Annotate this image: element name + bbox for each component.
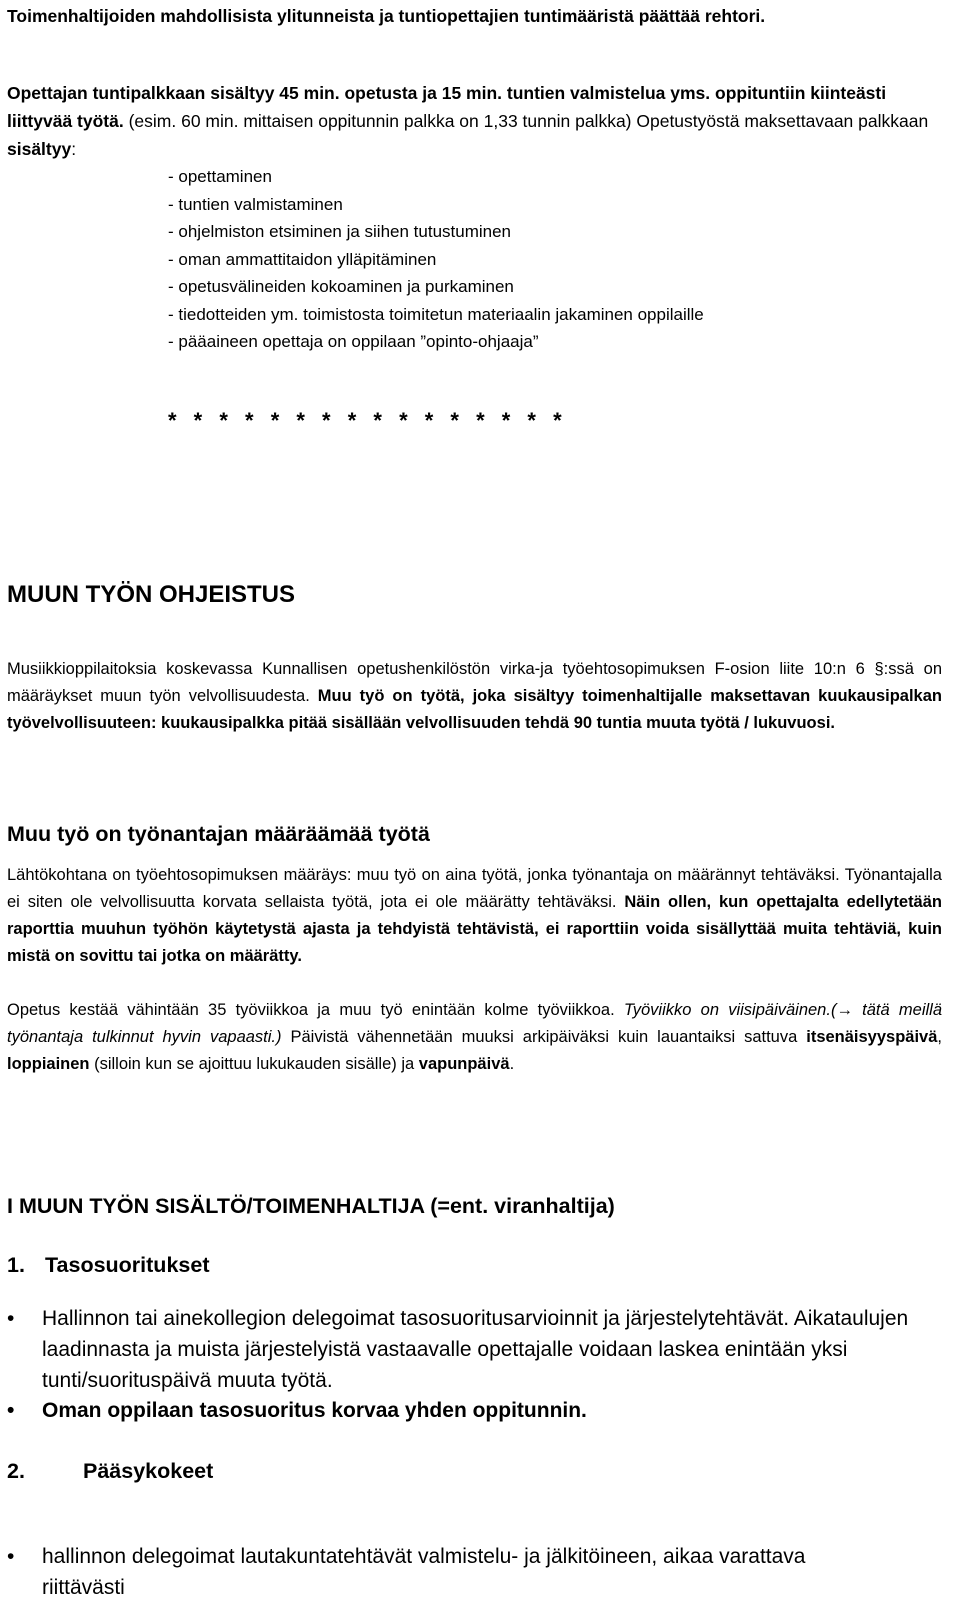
heading-title: Pääsykokeet [83, 1459, 214, 1483]
list-item: - opettaminen [168, 167, 272, 186]
intro-bold-text: Opettajan tuntipalkkaan sisältyy 45 min. opetusta ja 15 min. tuntien valmistelua yms. oppituntiin kiinteästi liittyvää työtä. [7, 83, 887, 131]
intro-text-1: Toimenhaltijoiden mahdollisista ylitunneista ja tuntiopettajien tuntimääristä päättää rehtori. [7, 6, 766, 26]
list-item: - ohjelmiston etsiminen ja siihen tutustuminen [168, 222, 512, 241]
asterisk-separator: * * * * * * * * * * * * * * * * [168, 408, 563, 433]
section2-text: Lähtökohtana on työehtosopimuksen määräys: muu työ on aina työtä, jonka työnantaja on määrännyt tehtäväksi. Työnantajalla ei siten ole velvollisuutta korvata sellaista työtä, jota ei ole määrätty tehtäväksi. [7, 866, 942, 911]
section2-text-f: . [509, 1055, 515, 1073]
holiday-independence-day: itsenäisyyspäivä [806, 1028, 938, 1046]
heading-number: 1. [7, 1253, 25, 1277]
list-item: - opetusvälineiden kokoaminen ja purkaminen [168, 277, 514, 296]
list-item: - pääaineen opettaja on oppilaan ”opinto-ohjaaja” [168, 332, 539, 351]
intro-text-2b: : [71, 139, 77, 159]
holiday-epiphany: loppiainen [7, 1055, 90, 1073]
section1-bold-text: Muu työ on työtä, joka sisältyy toimenhaltijalle maksettavan kuukausipalkan työvelvollisuuteen: kuukausipalkka pitää sisällään velvollisuuden tehdä 90 tuntia muuta työtä / lukuvuosi. [7, 687, 942, 732]
duties-list [168, 163, 704, 356]
section-heading-tyonantajan-maaraamaa: Muu työ on työnantajan määräämää työtä [7, 822, 430, 846]
list-item [7, 1303, 942, 1398]
section2-text-e: (silloin kun se ajoittuu lukukauden sisälle) ja [89, 1055, 419, 1073]
bullet-icon: • [7, 1399, 15, 1422]
numbered-heading-tasosuoritukset [7, 1253, 209, 1278]
intro-text-2a: (esim. 60 min. mittaisen oppitunnin palkka on 1,33 tunnin palkka) Opetustyöstä maksettavaan palkkaan [123, 111, 929, 131]
section2-italic-text: Työviikko on viisipäiväinen.(→ tätä meillä työnantaja tulkinnut hyvin vapaasti.) [7, 1001, 942, 1046]
numbered-heading-paasykokeet [7, 1459, 213, 1484]
bullet-text: Oman oppilaan tasosuoritus korvaa yhden oppitunnin. [42, 1399, 587, 1422]
bullet-icon: • [7, 1307, 15, 1330]
section2-text-c: Päivistä vähennetään muuksi arkipäiväksi kuin lauantaiksi sattuva [281, 1028, 807, 1046]
bullet-text: Hallinnon tai ainekollegion delegoimat tasosuoritusarvioinnit ja järjestelytehtävät. Aikataulujen laadinnasta ja muista järjestelyistä vastaavalle opettajalle voidaan laskea enintään yksi tunti/suorituspäivä muuta työtä. [42, 1307, 909, 1392]
section2-bold-text: Näin ollen, kun opettajalta edellytetään raporttia muuhun työhön käytetystä ajasta ja tehdyistä tehtävistä, ei raporttiin voida sisällyttää muita tehtäviä, kuin mistä on sovittu tai jotka on määrätty. [7, 893, 942, 965]
section2-paragraph-1 [7, 862, 942, 970]
heading-title: Tasosuoritukset [45, 1253, 210, 1277]
bullet-text: hallinnon delegoimat lautakuntatehtävät valmistelu- ja jälkitöineen, aikaa varattava riittävästi [42, 1545, 806, 1599]
list-item: - tuntien valmistaminen [168, 194, 343, 214]
section1-text: Musiikkioppilaitoksia koskevassa Kunnallisen opetushenkilöstön virka-ja työehtosopimuksen F-osion liite 10:n 6 §:ssä on määräykset muun työn velvollisuudesta. [7, 660, 942, 705]
bullet-icon: • [7, 1545, 15, 1568]
list-item: - tiedotteiden ym. toimistosta toimitetun materiaalin jakaminen oppilaille [168, 304, 704, 324]
holiday-may-day: vapunpäivä [418, 1055, 510, 1073]
intro-paragraph-1 [7, 2, 942, 30]
list-item [7, 1541, 942, 1611]
section2-paragraph-2 [7, 997, 942, 1078]
heading-number: 2. [7, 1459, 25, 1483]
section-heading-muun-tyon-ohjeistus: MUUN TYÖN OHJEISTUS [7, 581, 296, 608]
list-item: - oman ammattitaidon ylläpitäminen [168, 249, 437, 269]
section2-text-b: Opetus kestää vähintään 35 työviikkoa ja muu työ enintään kolme työviikkoa. [7, 1001, 624, 1019]
section2-text-d: , [937, 1028, 942, 1046]
section1-paragraph [7, 656, 942, 737]
intro-bold-word: sisältyy [7, 139, 72, 159]
section-heading-muun-tyon-sisalto: I MUUN TYÖN SISÄLTÖ/TOIMENHALTIJA (=ent. viranhaltija) [7, 1194, 615, 1218]
intro-paragraph-2 [7, 79, 942, 163]
